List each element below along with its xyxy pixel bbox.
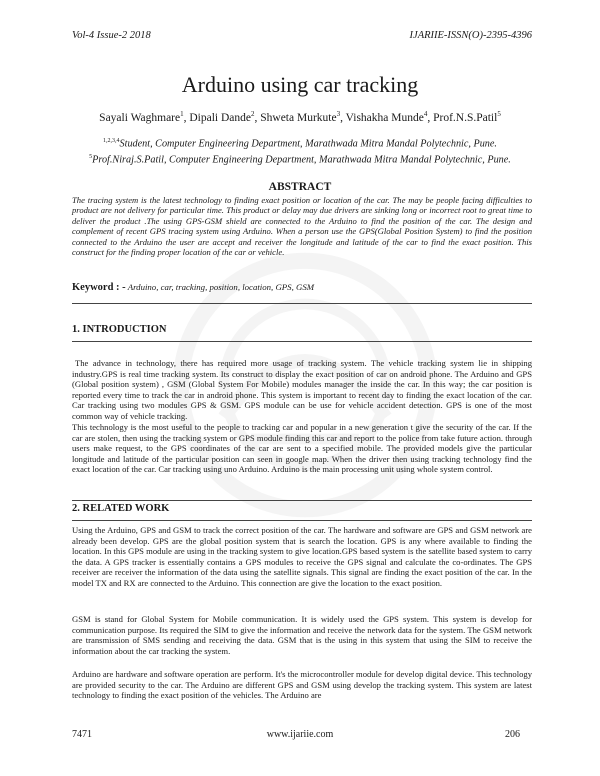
author-separator: , [254, 111, 261, 124]
intro-paragraph: The advance in technology, there has required more usage of tracking system. The vehicle tracking system lie in shipping industry.GPS is real time tracking system. Its construct to display the exact position of car on android phone. The Arduino and GPS (Global position system) , GSM (Global System For Mobile) modules manager the inside the car. In this way; the car position is reported every time to track the car in android phone. This system is important to recent day to finding the exact location of the car. Car tracking using two modules GPS & GSM. GPS module can be use for vehicle accident detection. GPS is one of the most common way of vehicle tracking. [72, 358, 532, 421]
author-sup: 5 [497, 110, 501, 118]
author-list [0, 110, 600, 124]
footer-website: www.ijariie.com [266, 729, 334, 740]
related-paragraph: GSM is stand for Global System for Mobile communication. It is widely used the GPS system. This system is develop for communication purpose. Its required the SIM to give the information and receive the network data for the system. The GSM network are transmission of SMS sending and receiving the data. GSM that is the using in this system that using the SIM to receive the information about the car tracking the system. [72, 614, 532, 656]
abstract-heading: ABSTRACT [268, 181, 332, 193]
author-name: Dipali Dande [189, 111, 251, 124]
author-separator: , [427, 111, 434, 124]
keywords-text: Arduino, car, tracking, position, location, GPS, GSM [125, 282, 315, 292]
author-name: Shweta Murkute [260, 111, 337, 124]
section-heading-related-work: 2. RELATED WORK [72, 503, 170, 514]
affiliation-text: Student, Computer Engineering Department, Marathwada Mitra Mandal Polytechnic, Pune. [119, 138, 497, 150]
author-name: Prof.N.S.Patil [433, 111, 498, 124]
affiliation-sup: 5 [89, 154, 93, 160]
keywords-label: Keyword : - [72, 282, 126, 293]
abstract-text: The tracing system is the latest technology to finding exact position or location of the car. The may be people facing difficulties to product are not delivery for particular time. This product or delay may due drivers are sinking long or incorrect root to great time to deliver the product .The using GPS-GSM shield are connected to the Arduino to find the position of the car. The design and complement of recent GPS tracing system using Arduino. When a person use the GPS(Global Position System) to find the position connected to the Arduino the user are accept and receiver the longitude and latitude of the car to find the exact position. This construct for the finding proper location of the car or vehicle. [72, 195, 532, 258]
footer-page-number: 206 [505, 729, 520, 740]
author-separator: , [340, 111, 346, 124]
divider [72, 500, 532, 501]
affiliation-students [40, 138, 560, 149]
author-sup: 1 [180, 110, 184, 118]
intro-paragraph: This technology is the most useful to the people to tracking car and popular in a new generation t give the security of the car. If the car are stolen, then using the tracking system or GPS module finding this car and report to the police from take future action. through users make request, to the GPS coordinates of the car are sent to a specified mobile. The provided models give the particular longitude and latitude of the particular position can seen in google map. When the driver then using tracking technology find the exact location of the car. Car tracking using uno Arduino. Arduino is the main processing unit using whole system control. [72, 422, 532, 474]
section-heading-introduction: 1. INTRODUCTION [72, 324, 167, 335]
header-volume-issue: Vol-4 Issue-2 2018 [72, 30, 151, 41]
affiliation-text: Prof.Niraj.S.Patil, Computer Engineering Department, Marathwada Mitra Mandal Polytechnic, Pune. [92, 154, 511, 166]
author-sup: 2 [251, 110, 255, 118]
divider [72, 341, 532, 342]
header-issn: IJARIIE-ISSN(O)-2395-4396 [409, 30, 532, 41]
author-separator: , [183, 111, 190, 124]
author-sup: 3 [336, 110, 341, 118]
affiliation-sup: 1,2,3,4 [103, 138, 120, 144]
related-paragraph: Using the Arduino, GPS and GSM to track the correct position of the car. The hardware and software are GPS and GSM network are already been develop. GPS are the global position system that is search the location. GPS is any where available to finding the location. In this GPS module are using in the tracking system to give location.GPS based system is the satellite based system to carry the data. A GPS tracker is essentially contains a GPS modules to receive the GPS signal and calculate the co-ordinates. The GPS receiver are receiver the information of the data using the satellite signals. This signal are finding the exact position of the car. In the model TX and RX are connected to the Arduino. This connection are give the location to the exact position. [72, 525, 532, 588]
related-paragraph: Arduino are hardware and software operation are perform. It's the microcontroller module for develop digital device. This technology are provided security to the car. The Arduino are different GPS and GSM using develop the tracking system. This system are latest technology to finding the exact position of the vehicles. The Arduino are [72, 669, 532, 700]
footer-page-id: 7471 [72, 729, 92, 740]
keywords [72, 282, 532, 293]
divider [72, 520, 532, 521]
author-sup: 4 [423, 110, 428, 118]
divider [72, 303, 532, 304]
affiliation-professor [40, 154, 560, 165]
author-name: Sayali Waghmare [99, 111, 181, 124]
paper-title: Arduino using car tracking [181, 72, 419, 97]
author-name: Vishakha Munde [345, 111, 424, 124]
